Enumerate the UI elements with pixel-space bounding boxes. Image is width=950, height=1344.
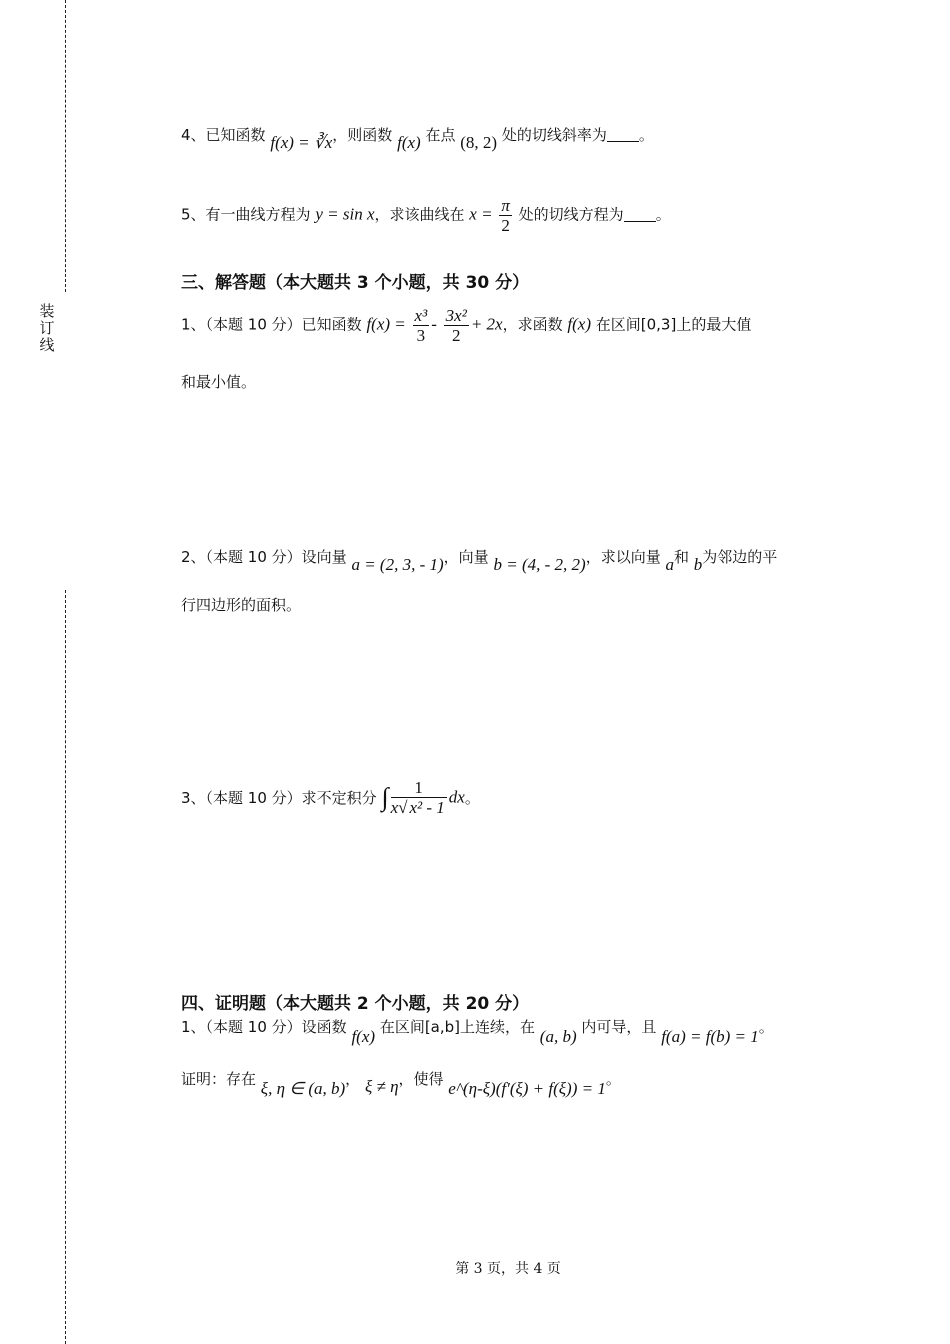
binding-label: 装 订 线 — [39, 302, 55, 354]
answer-blank — [607, 141, 639, 142]
integrand: $\frac{1}{\text{x√ x² - 1}}$ — [390, 778, 445, 817]
section3-question-1-line2: 和最小值。 — [181, 373, 257, 391]
question-5: 5、有一曲线方程为 y = sin x，求该曲线在 x = $\frac{\pi}{2}$ 处的切线方程为 。 — [181, 196, 671, 235]
section3-question-3: 3、（本题 10 分）求不定积分 ∫ $\frac{1}{\text{x√ x² - 1}}$ dx。 — [181, 778, 480, 817]
question-4: 4、已知函数 f(x) = ∛x，则函数 f(x) 在点 (8, 2) 处的切线斜率为 。 — [181, 126, 654, 152]
section4-question-1-line2: 证明：存在 ξ, η ∈ (a, b)， ξ ≠ η，使得 e^(η-ξ)(f′(ξ) + f(ξ)) = 1。 — [181, 1070, 621, 1098]
section3-question-1: 1、（本题 10 分）已知函数 f(x) = $\frac{\text{x³}}{3}$ - $\frac{\text{3x²}}{2}$ + 2x，求函数 f(x) 在区间[0,3]上的最大值 — [181, 306, 752, 345]
answer-blank — [624, 221, 656, 222]
binding-line-bottom — [65, 590, 66, 1344]
binding-line-top — [65, 0, 66, 292]
page-footer: 第 3 页，共 4 页 — [455, 1261, 561, 1277]
section4-question-1: 1、（本题 10 分）设函数 f(x) 在区间[a,b]上连续，在 (a, b) 内可导，且 f(a) = f(b) = 1。 — [181, 1018, 774, 1046]
section-3-title: 三、解答题（本大题共 3 个小题，共 30 分） — [181, 273, 530, 293]
pi-over-two: $\frac{\pi}{2}$ — [501, 196, 510, 235]
section-4-title: 四、证明题（本大题共 2 个小题，共 20 分） — [181, 994, 530, 1014]
section3-question-2-line2: 行四边形的面积。 — [181, 596, 302, 614]
section3-question-2: 2、（本题 10 分）设向量 a = (2, 3, - 1)，向量 b = (4, - 2, 2)，求以向量 a和 b为邻边的平 — [181, 548, 778, 574]
function-definition: f(x) = ∛x — [270, 133, 333, 152]
